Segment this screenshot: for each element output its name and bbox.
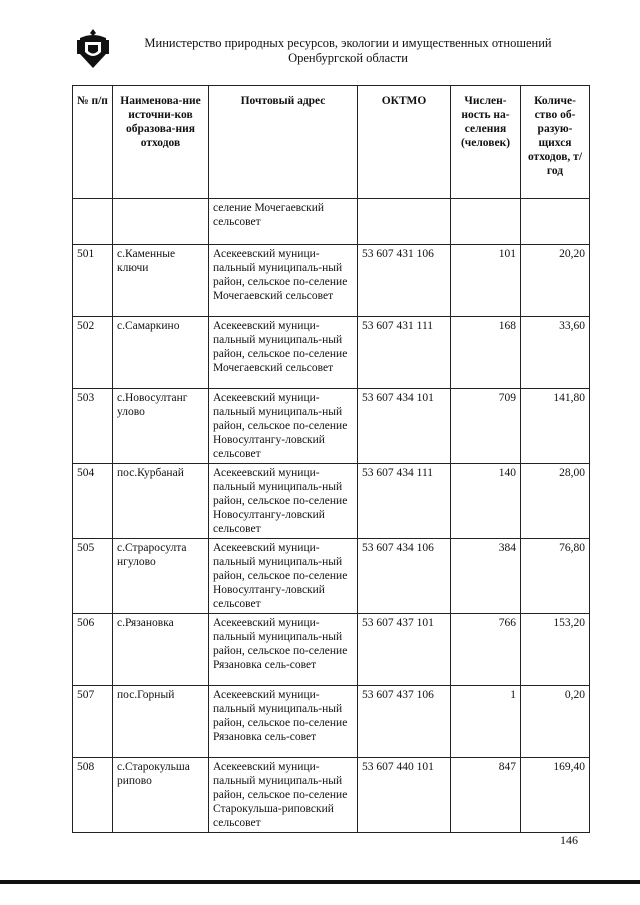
row-number-cell: 504 — [73, 464, 113, 539]
coat-of-arms-icon — [76, 28, 110, 68]
waste-amount-cell: 20,20 — [521, 245, 590, 317]
table-row — [73, 686, 590, 758]
source-name-cell: с.Самаркино — [113, 317, 209, 389]
waste-amount-cell: 169,40 — [521, 758, 590, 833]
col-header-source-name: Наименова-ние источни-ков образова-ния отходов — [113, 86, 209, 199]
postal-address-cell: Асекеевский муници-пальный муниципаль-ный район, сельское по-селение Мочегаевский сельсовет — [209, 245, 358, 317]
postal-address-cell: Асекеевский муници-пальный муниципаль-ный район, сельское по-селение Рязановка сель-совет — [209, 614, 358, 686]
waste-sources-table — [72, 85, 590, 833]
waste-amount-cell: 141,80 — [521, 389, 590, 464]
col-header-population: Числен-ность на-селения (человек) — [451, 86, 521, 199]
bottom-rule — [0, 880, 640, 884]
table-row-continuation — [73, 199, 590, 245]
population-cell: 709 — [451, 389, 521, 464]
source-name-cell: пос.Курбанай — [113, 464, 209, 539]
postal-address-cell: Асекеевский муници-пальный муниципаль-ный район, сельское по-селение Новосултангу-ловский сельсовет — [209, 539, 358, 614]
waste-amount-cell: 153,20 — [521, 614, 590, 686]
source-name-cell: с.Рязановка — [113, 614, 209, 686]
row-number-cell: 507 — [73, 686, 113, 758]
postal-address-cell: Асекеевский муници-пальный муниципаль-ный район, сельское по-селение Старокульша-риповский сельсовет — [209, 758, 358, 833]
table-row — [73, 245, 590, 317]
row-number-cell: 502 — [73, 317, 113, 389]
table-row — [73, 464, 590, 539]
source-name-cell: с.Страросулта нгулово — [113, 539, 209, 614]
table-row — [73, 389, 590, 464]
ministry-header — [118, 36, 578, 66]
waste-amount-cell: 33,60 — [521, 317, 590, 389]
population-cell: 140 — [451, 464, 521, 539]
oktmo-cell: 53 607 440 101 — [358, 758, 451, 833]
ministry-line-1: Министерство природных ресурсов, экологии и имущественных отношений — [144, 36, 552, 50]
source-name-cell: пос.Горный — [113, 686, 209, 758]
col-header-number: № п/п — [73, 86, 113, 199]
population-cell: 168 — [451, 317, 521, 389]
ministry-line-2: Оренбургской области — [288, 51, 408, 65]
col-header-postal-address: Почтовый адрес — [209, 86, 358, 199]
source-name-cell: с.Новосултанг улово — [113, 389, 209, 464]
oktmo-cell: 53 607 434 111 — [358, 464, 451, 539]
source-name-cell: с.Старокульша рипово — [113, 758, 209, 833]
col-header-oktmo: ОКТМО — [358, 86, 451, 199]
source-name-cell: с.Каменные ключи — [113, 245, 209, 317]
postal-address-cell: Асекеевский муници-пальный муниципаль-ный район, сельское по-селение Мочегаевский сельсовет — [209, 317, 358, 389]
oktmo-cell: 53 607 431 111 — [358, 317, 451, 389]
table-row — [73, 614, 590, 686]
oktmo-cell: 53 607 437 106 — [358, 686, 451, 758]
population-cell: 101 — [451, 245, 521, 317]
page-number: 146 — [560, 833, 578, 847]
population-cell: 1 — [451, 686, 521, 758]
continuation-address: селение Мочегаевский сельсовет — [209, 199, 358, 245]
col-header-waste-amount: Количе-ство об-разую-щихся отходов, т/год — [521, 86, 590, 199]
postal-address-cell: Асекеевский муници-пальный муниципаль-ный район, сельское по-селение Новосултангу-ловский сельсовет — [209, 389, 358, 464]
row-number-cell: 506 — [73, 614, 113, 686]
row-number-cell: 505 — [73, 539, 113, 614]
waste-amount-cell: 76,80 — [521, 539, 590, 614]
table-row — [73, 758, 590, 833]
waste-amount-cell: 28,00 — [521, 464, 590, 539]
population-cell: 847 — [451, 758, 521, 833]
row-number-cell: 501 — [73, 245, 113, 317]
postal-address-cell: Асекеевский муници-пальный муниципаль-ный район, сельское по-селение Новосултангу-ловский сельсовет — [209, 464, 358, 539]
population-cell: 766 — [451, 614, 521, 686]
waste-amount-cell: 0,20 — [521, 686, 590, 758]
oktmo-cell: 53 607 434 106 — [358, 539, 451, 614]
postal-address-cell: Асекеевский муници-пальный муниципаль-ный район, сельское по-селение Рязановка сель-совет — [209, 686, 358, 758]
population-cell: 384 — [451, 539, 521, 614]
row-number-cell: 508 — [73, 758, 113, 833]
row-number-cell: 503 — [73, 389, 113, 464]
oktmo-cell: 53 607 437 101 — [358, 614, 451, 686]
oktmo-cell: 53 607 434 101 — [358, 389, 451, 464]
table-row — [73, 539, 590, 614]
table-row — [73, 317, 590, 389]
oktmo-cell: 53 607 431 106 — [358, 245, 451, 317]
